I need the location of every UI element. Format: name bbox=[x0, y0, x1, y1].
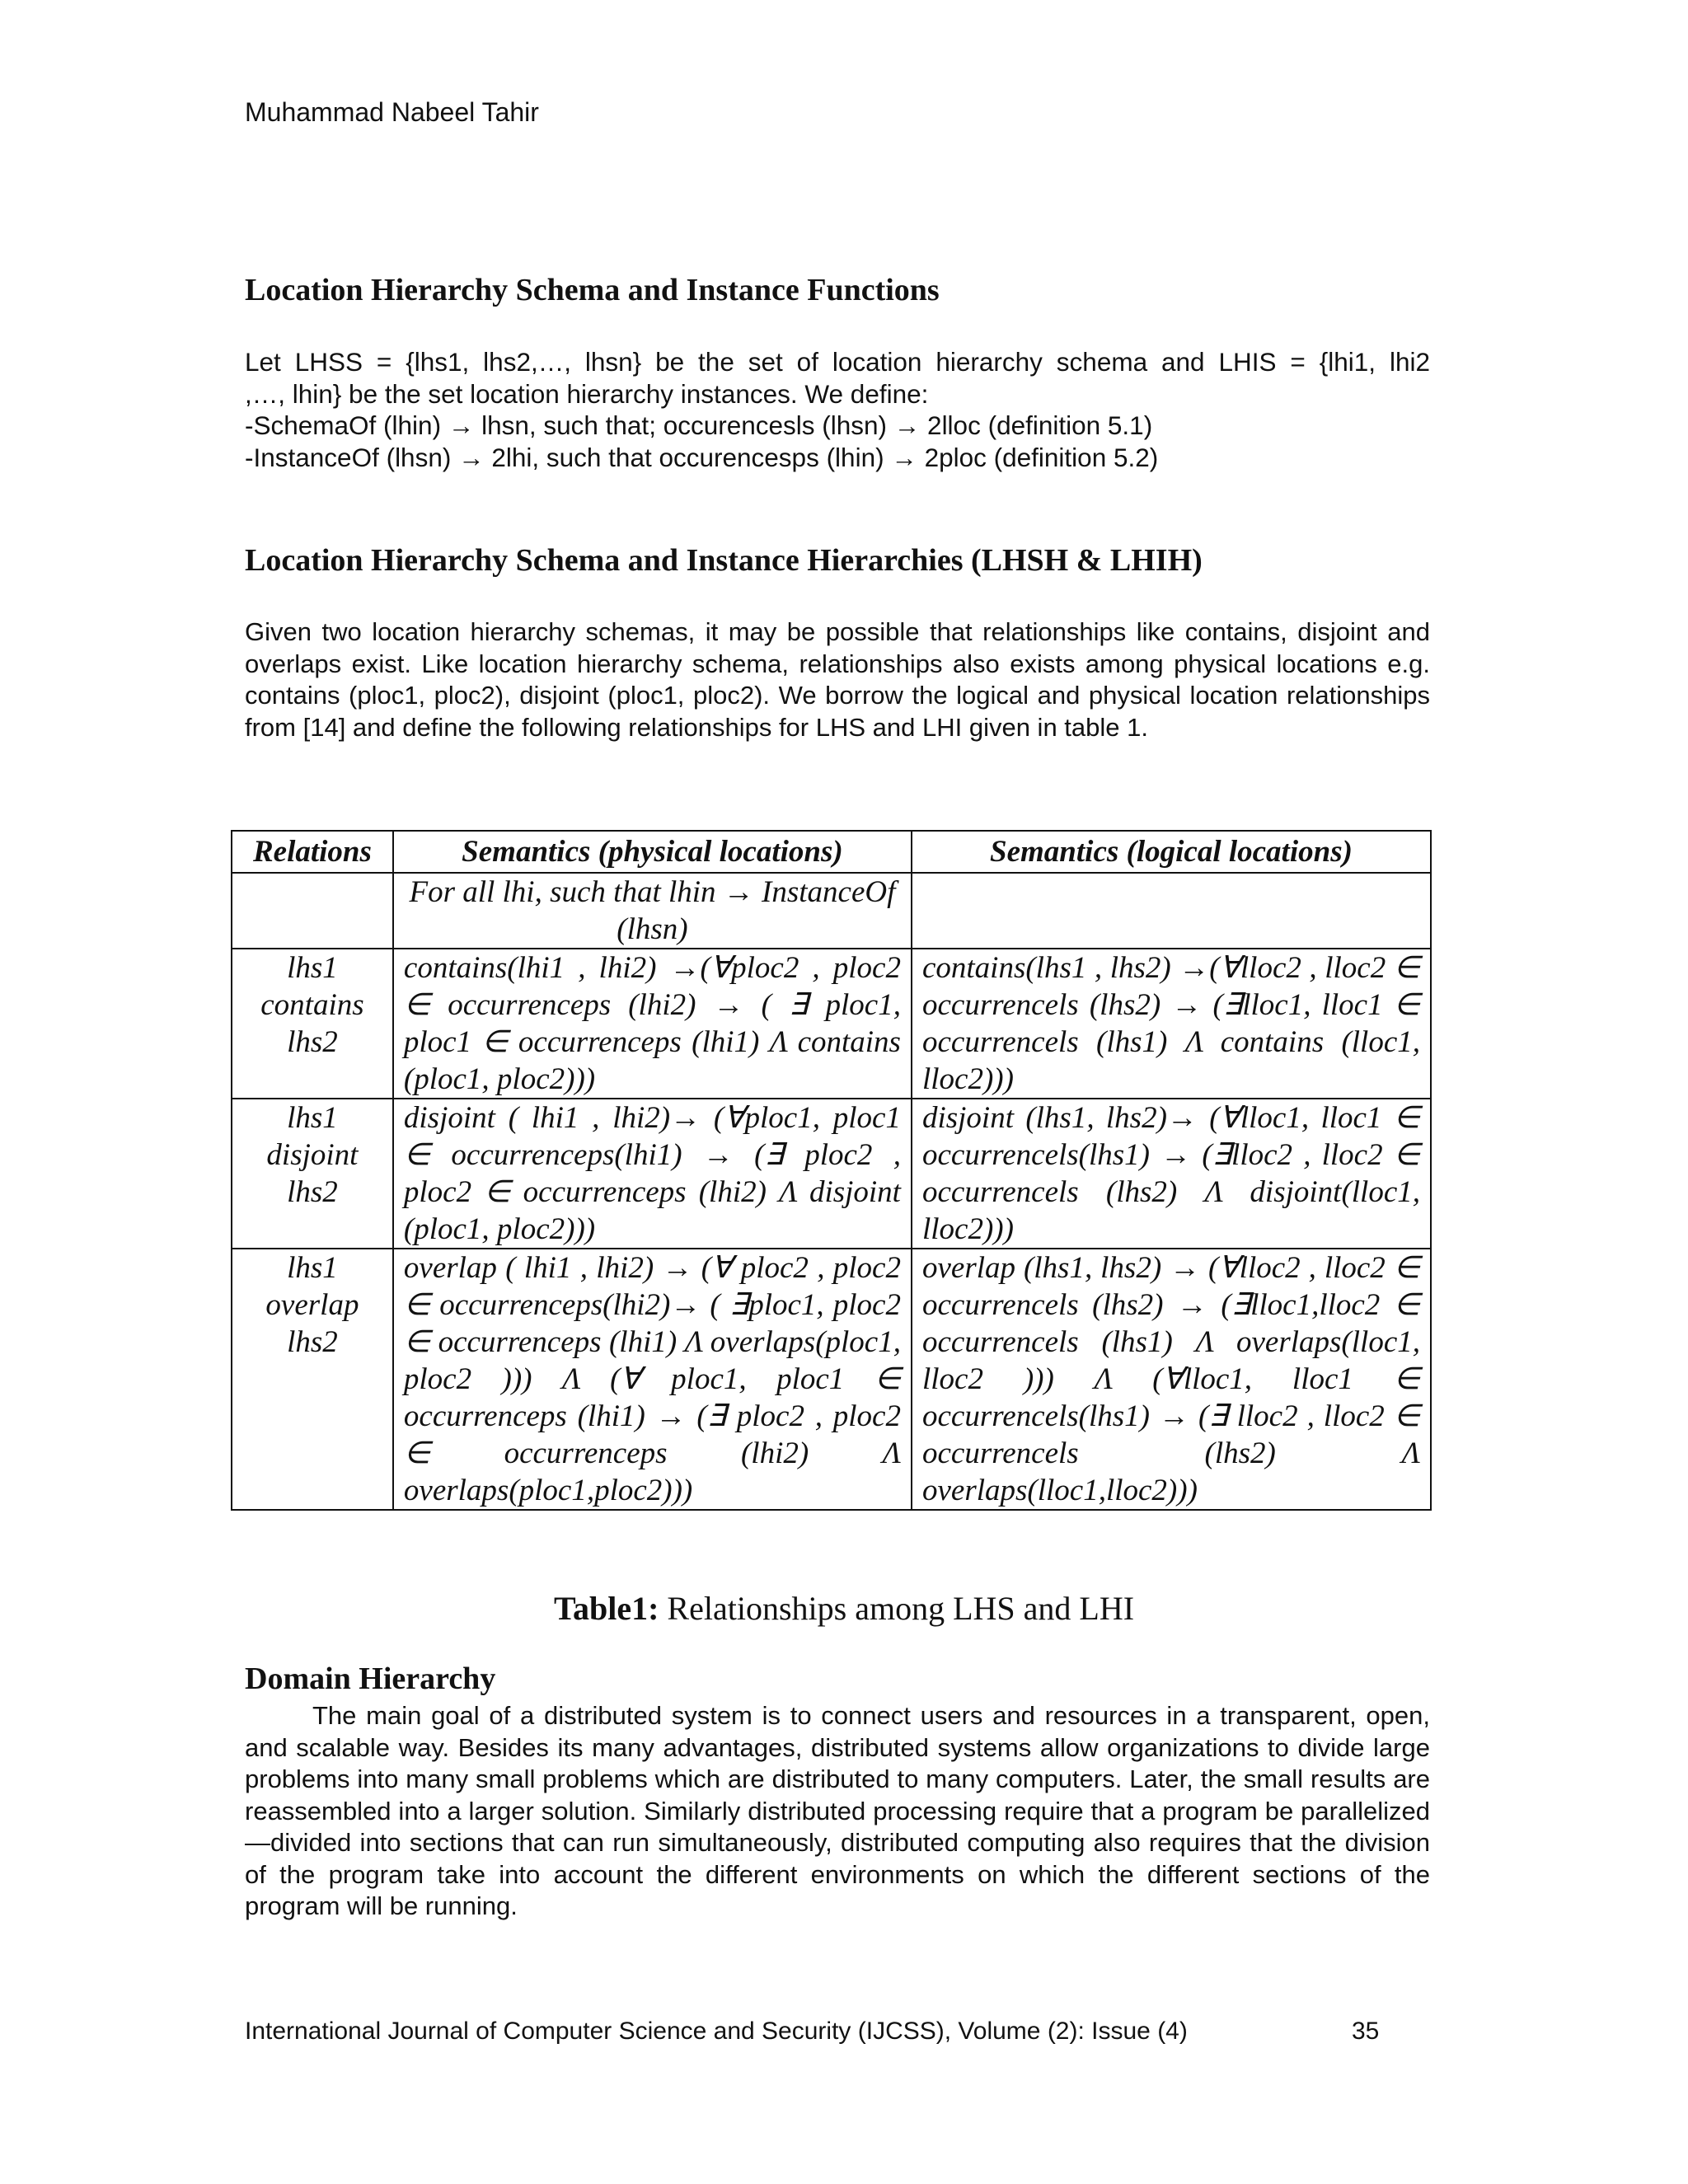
section-heading-hierarchies: Location Hierarchy Schema and Instance Hierarchies (LHSH & LHIH) bbox=[245, 543, 1203, 578]
definitions-block bbox=[245, 346, 1430, 473]
logical-semantics-cell: overlap (lhs1, lhs2) → (∀lloc2 , lloc2 ∈ occurrencels (lhs2) → (∃lloc1,lloc2 ∈ occurrencels (lhs1) Λ overlaps(lloc1, lloc2 ))) Λ (∀lloc1, lloc1 ∈ occurrencels(lhs1) → (∃ lloc2 , lloc2 ∈ occurrencels (lhs2) Λ overlaps(lloc1,lloc2))) bbox=[912, 1249, 1431, 1510]
table-row bbox=[232, 1099, 1431, 1249]
logical-semantics-cell: contains(lhs1 , lhs2) →(∀lloc2 , lloc2 ∈ occurrencels (lhs2) → (∃lloc1, lloc1 ∈ occurrencels (lhs1) Λ contains (lloc1, lloc2))) bbox=[912, 949, 1431, 1099]
page-number: 35 bbox=[1352, 2018, 1380, 2045]
definition-line: ,…, lhin} be the set location hierarchy instances. We define: bbox=[245, 378, 929, 409]
column-header: Relations bbox=[232, 831, 393, 873]
table-row bbox=[232, 873, 1431, 949]
domain-paragraph bbox=[245, 1700, 1430, 1923]
section-heading-domain: Domain Hierarchy bbox=[245, 1661, 496, 1696]
table-caption bbox=[0, 1589, 1688, 1628]
column-header: Semantics (logical locations) bbox=[912, 831, 1431, 873]
relationships-table bbox=[231, 830, 1432, 1511]
definition-line: -InstanceOf (lhsn) → 2lhi, such that occurencesps (lhin) → 2ploc (definition 5.2) bbox=[245, 442, 1159, 472]
table-row bbox=[232, 949, 1431, 1099]
caption-text: Relationships among LHS and LHI bbox=[659, 1590, 1135, 1627]
footer-journal: International Journal of Computer Science and Security (IJCSS), Volume (2): Issue (4) bbox=[245, 2018, 1188, 2045]
running-header-author: Muhammad Nabeel Tahir bbox=[245, 97, 539, 127]
physical-semantics-cell: For all lhi, such that lhin → InstanceOf (lhsn) bbox=[393, 873, 912, 949]
definition-line: -SchemaOf (lhin) → lhsn, such that; occurencesls (lhsn) → 2lloc (definition 5.1) bbox=[245, 410, 1153, 440]
column-header: Semantics (physical locations) bbox=[393, 831, 912, 873]
physical-semantics-cell: contains(lhi1 , lhi2) →(∀ploc2 , ploc2 ∈ occurrenceps (lhi2) → ( ∃ ploc1, ploc1 ∈ occurrenceps (lhi1) Λ contains (ploc1, ploc2))) bbox=[393, 949, 912, 1099]
logical-semantics-cell bbox=[912, 873, 1431, 949]
relation-cell: lhs1 contains lhs2 bbox=[232, 949, 393, 1099]
table-header-row bbox=[232, 831, 1431, 873]
physical-semantics-cell: overlap ( lhi1 , lhi2) → (∀ ploc2 , ploc2 ∈ occurrenceps(lhi2)→ ( ∃ploc1, ploc2 ∈ occurrenceps (lhi1) Λ overlaps(ploc1, ploc2 ))) Λ (∀ ploc1, ploc1 ∈ occurrenceps (lhi1) → (∃ ploc2 , ploc2 ∈ occurrenceps (lhi2) Λ overlaps(ploc1,ploc2))) bbox=[393, 1249, 912, 1510]
physical-semantics-cell: disjoint ( lhi1 , lhi2)→ (∀ploc1, ploc1 ∈ occurrenceps(lhi1) → (∃ ploc2 , ploc2 ∈ occurrenceps (lhi2) Λ disjoint (ploc1, ploc2))) bbox=[393, 1099, 912, 1249]
relation-cell: lhs1 overlap lhs2 bbox=[232, 1249, 393, 1510]
definition-line: Let LHSS = {lhs1, lhs2,…, lhsn} be the set of location hierarchy schema and LHIS = {lhi1, lhi2 bbox=[245, 347, 1430, 377]
hierarchies-paragraph bbox=[245, 616, 1430, 743]
relation-cell: lhs1 disjoint lhs2 bbox=[232, 1099, 393, 1249]
section-heading-functions: Location Hierarchy Schema and Instance Functions bbox=[245, 273, 940, 307]
caption-label: Table1: bbox=[553, 1590, 659, 1627]
paragraph-text: Given two location hierarchy schemas, it may be possible that relationships like contains, disjoint and overlaps exist. Like location hierarchy schema, relationships also exists among physical locations e.g. contains (ploc1, ploc2), disjoint (ploc1, ploc2). We borrow the logical and physical location relationships from [14] and define the following relationships for LHS and LHI given in table 1. bbox=[245, 617, 1430, 742]
relation-cell bbox=[232, 873, 393, 949]
table-row bbox=[232, 1249, 1431, 1510]
paragraph-text: The main goal of a distributed system is to connect users and resources in a transparent, open, and scalable way. Besides its many advantages, distributed systems allow organizations to divide large problems into many small problems which are distributed to many computers. Later, the small results are reassembled into a larger solution. Similarly distributed processing require that a program be parallelized—divided into sections that can run simultaneously, distributed computing also requires that the division of the program take into account the different environments on which the different sections of the program will be running. bbox=[245, 1701, 1430, 1920]
logical-semantics-cell: disjoint (lhs1, lhs2)→ (∀lloc1, lloc1 ∈ occurrencels(lhs1) → (∃lloc2 , lloc2 ∈ occurrencels (lhs2) Λ disjoint(lloc1, lloc2))) bbox=[912, 1099, 1431, 1249]
